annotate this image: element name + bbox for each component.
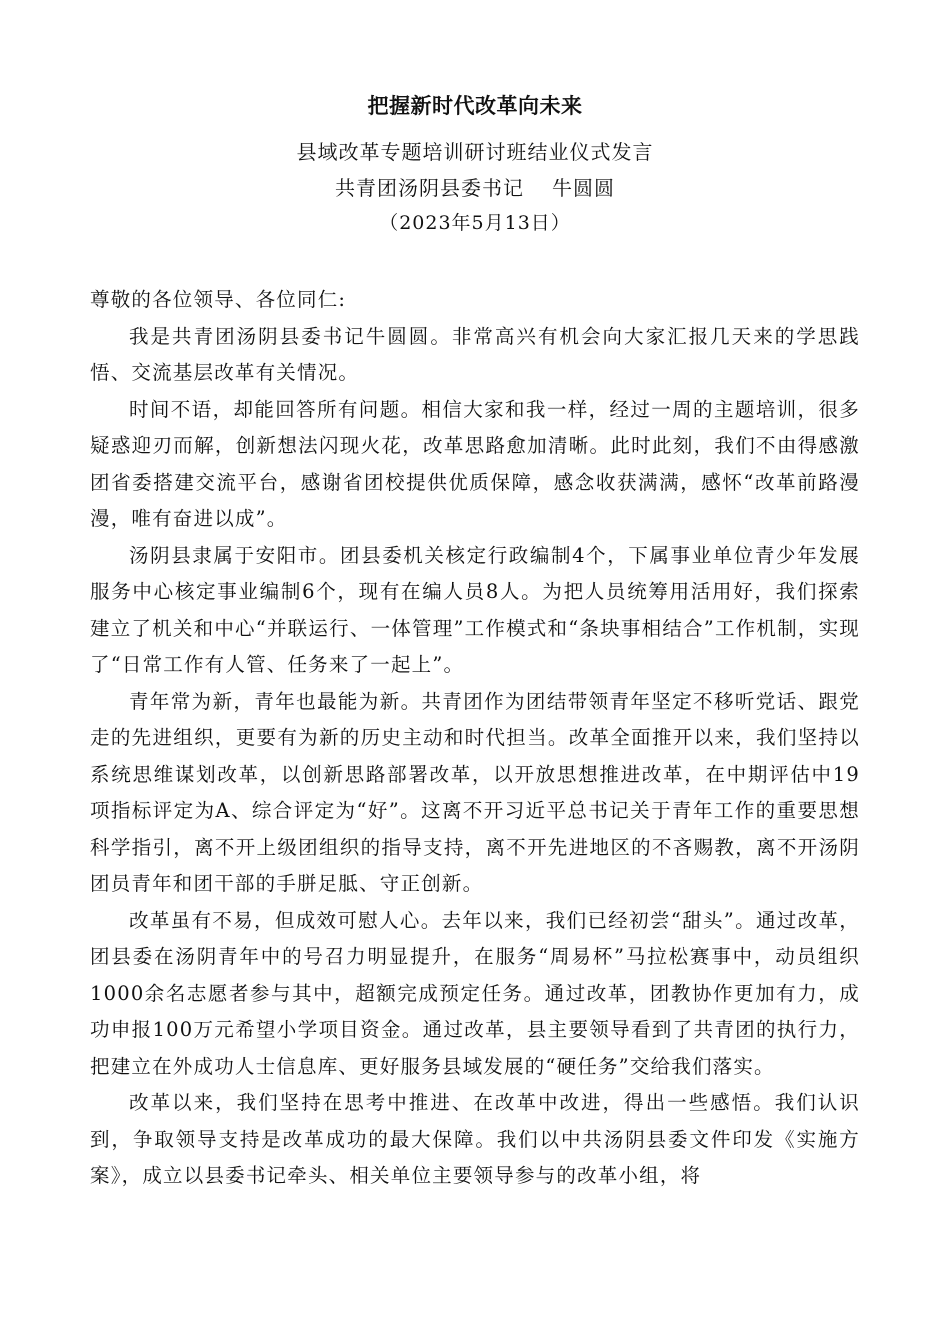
paragraph: 青年常为新，青年也最能为新。共青团作为团结带领青年坚定不移听党话、跟党走的先进组织，更要有为新的历史主动和时代担当。改革全面推开以来，我们坚持以系统思维谋划改革，以创新思路部署改革，以开放思想推进改革，在中期评估中19项指标评定为A、综合评定为“好”。这离不开习近平总书记关于青年工作的重要思想科学指引，离不开上级团组织的指导支持，离不开先进地区的不吝赐教，离不开汤阴团员青年和团干部的手胼足胝、守正创新。 [90, 689, 860, 895]
document-title: 把握新时代改革向未来 [367, 93, 583, 118]
author-name: 牛圆圆 [552, 176, 615, 200]
salutation: 尊敬的各位领导、各位同仁: [90, 288, 347, 311]
document-subtitle: 县域改革专题培训研讨班结业仪式发言 [296, 140, 654, 164]
author-org: 共青团汤阴县委书记 [335, 176, 524, 200]
paragraph: 改革以来，我们坚持在思考中推进、在改革中改进，得出一些感悟。我们认识到，争取领导支持是改革成功的最大保障。我们以中共汤阴县委文件印发《实施方案》，成立以县委书记牵头、相关单位主要领导参与的改革小组，将 [90, 1091, 860, 1187]
paragraph: 我是共青团汤阴县委书记牛圆圆。非常高兴有机会向大家汇报几天来的学思践悟、交流基层改革有关情况。 [90, 324, 860, 384]
speech-date: （2023年5月13日） [379, 212, 571, 234]
paragraph: 改革虽有不易，但成效可慰人心。去年以来，我们已经初尝“甜头”。通过改革，团县委在汤阴青年中的号召力明显提升，在服务“周易杯”马拉松赛事中，动员组织1000余名志愿者参与其中，超额完成预定任务。通过改革，团教协作更加有力，成功申报100万元希望小学项目资金。通过改革，县主要领导看到了共青团的执行力，把建立在外成功人士信息库、更好服务县域发展的“硬任务”交给我们落实。 [90, 908, 860, 1078]
author-line [0, 172, 950, 201]
speech-body [90, 282, 860, 1195]
paragraph: 时间不语，却能回答所有问题。相信大家和我一样，经过一周的主题培训，很多疑惑迎刃而解，创新想法闪现火花，改革思路愈加清晰。此时此刻，我们不由得感激团省委搭建交流平台，感谢省团校提供优质保障，感念收获满满，感怀“改革前路漫漫，唯有奋进以成”。 [90, 397, 860, 530]
paragraph: 汤阴县隶属于安阳市。团县委机关核定行政编制4个，下属事业单位青少年发展服务中心核定事业编制6个，现有在编人员8人。为把人员统筹用活用好，我们探索建立了机关和中心“并联运行、一体管理”工作模式和“条块事相结合”工作机制，实现了“日常工作有人管、任务来了一起上”。 [90, 543, 860, 676]
